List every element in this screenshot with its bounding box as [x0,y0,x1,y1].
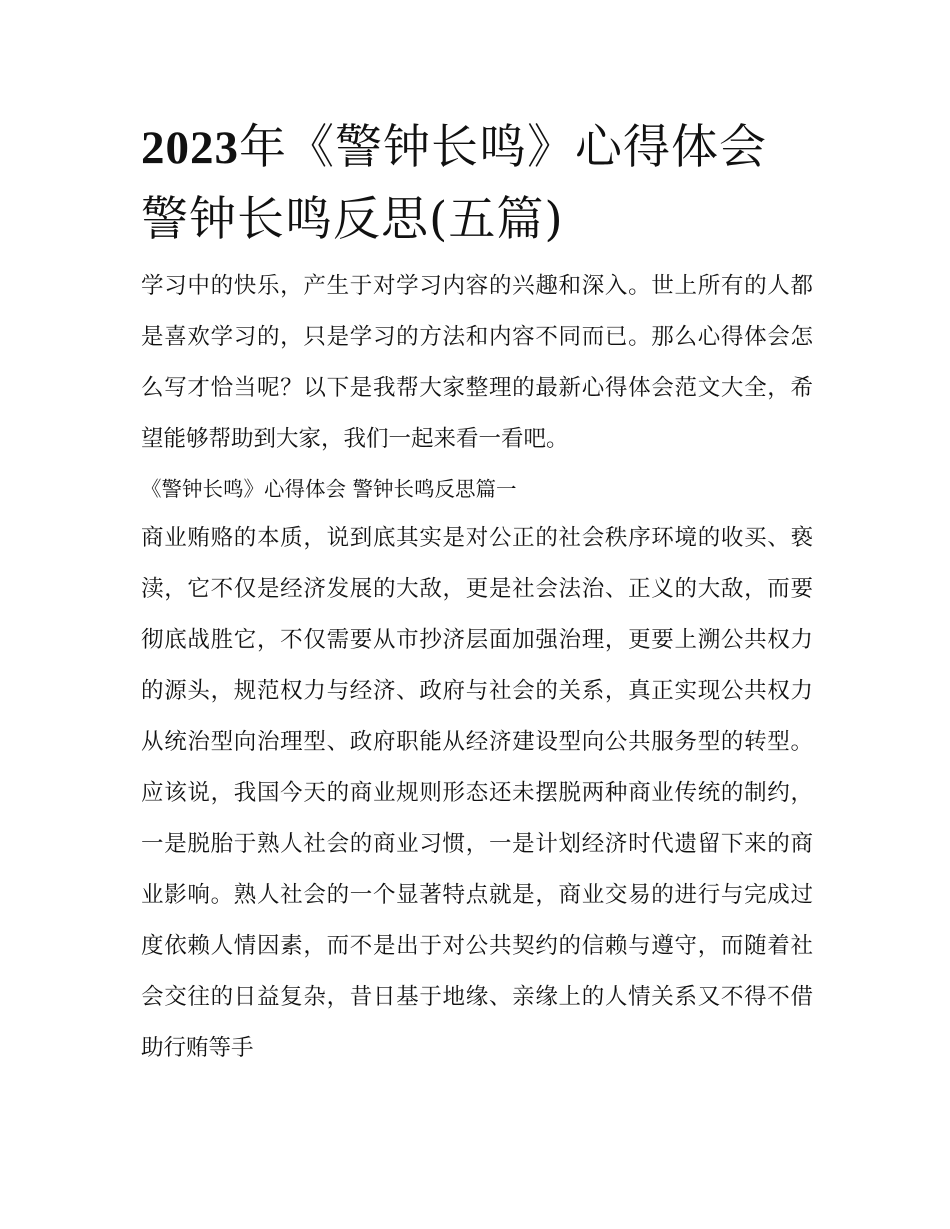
body-paragraph: 商业贿赂的本质，说到底其实是对公正的社会秩序环境的收买、亵渎，它不仅是经济发展的大敌，更是社会法治、正义的大敌，而要彻底战胜它，不仅需要从市抄济层面加强治理，更要上溯公共权力的源头，规范权力与经济、政府与社会的关系，真正实现公共权力从统治型向治理型、政府职能从经济建设型向公共服务型的转型。应该说，我国今天的商业规则形态还未摆脱两种商业传统的制约，一是脱胎于熟人社会的商业习惯，一是计划经济时代遗留下来的商业影响。熟人社会的一个显著特点就是，商业交易的进行与完成过度依赖人情因素，而不是出于对公共契约的信赖与遵守，而随着社会交往的日益复杂，昔日基于地缘、亲缘上的人情关系又不得不借助行贿等手 [141,525,813,1061]
document-title [141,112,813,256]
section-heading: 《警钟长鸣》心得体会 警钟长鸣反思篇一 [141,477,517,501]
document-content [141,112,813,1074]
intro-paragraph: 学习中的快乐，产生于对学习内容的兴趣和深入。世上所有的人都是喜欢学习的，只是学习的方法和内容不同而已。那么心得体会怎么写才恰当呢？以下是我帮大家整理的最新心得体会范文大全，希望能够帮助到大家，我们一起来看一看吧。 [141,273,813,452]
title-year: 2023 [141,122,239,174]
title-text: 年《警钟长鸣》心得体会警钟长鸣反思(五篇) [141,120,767,247]
